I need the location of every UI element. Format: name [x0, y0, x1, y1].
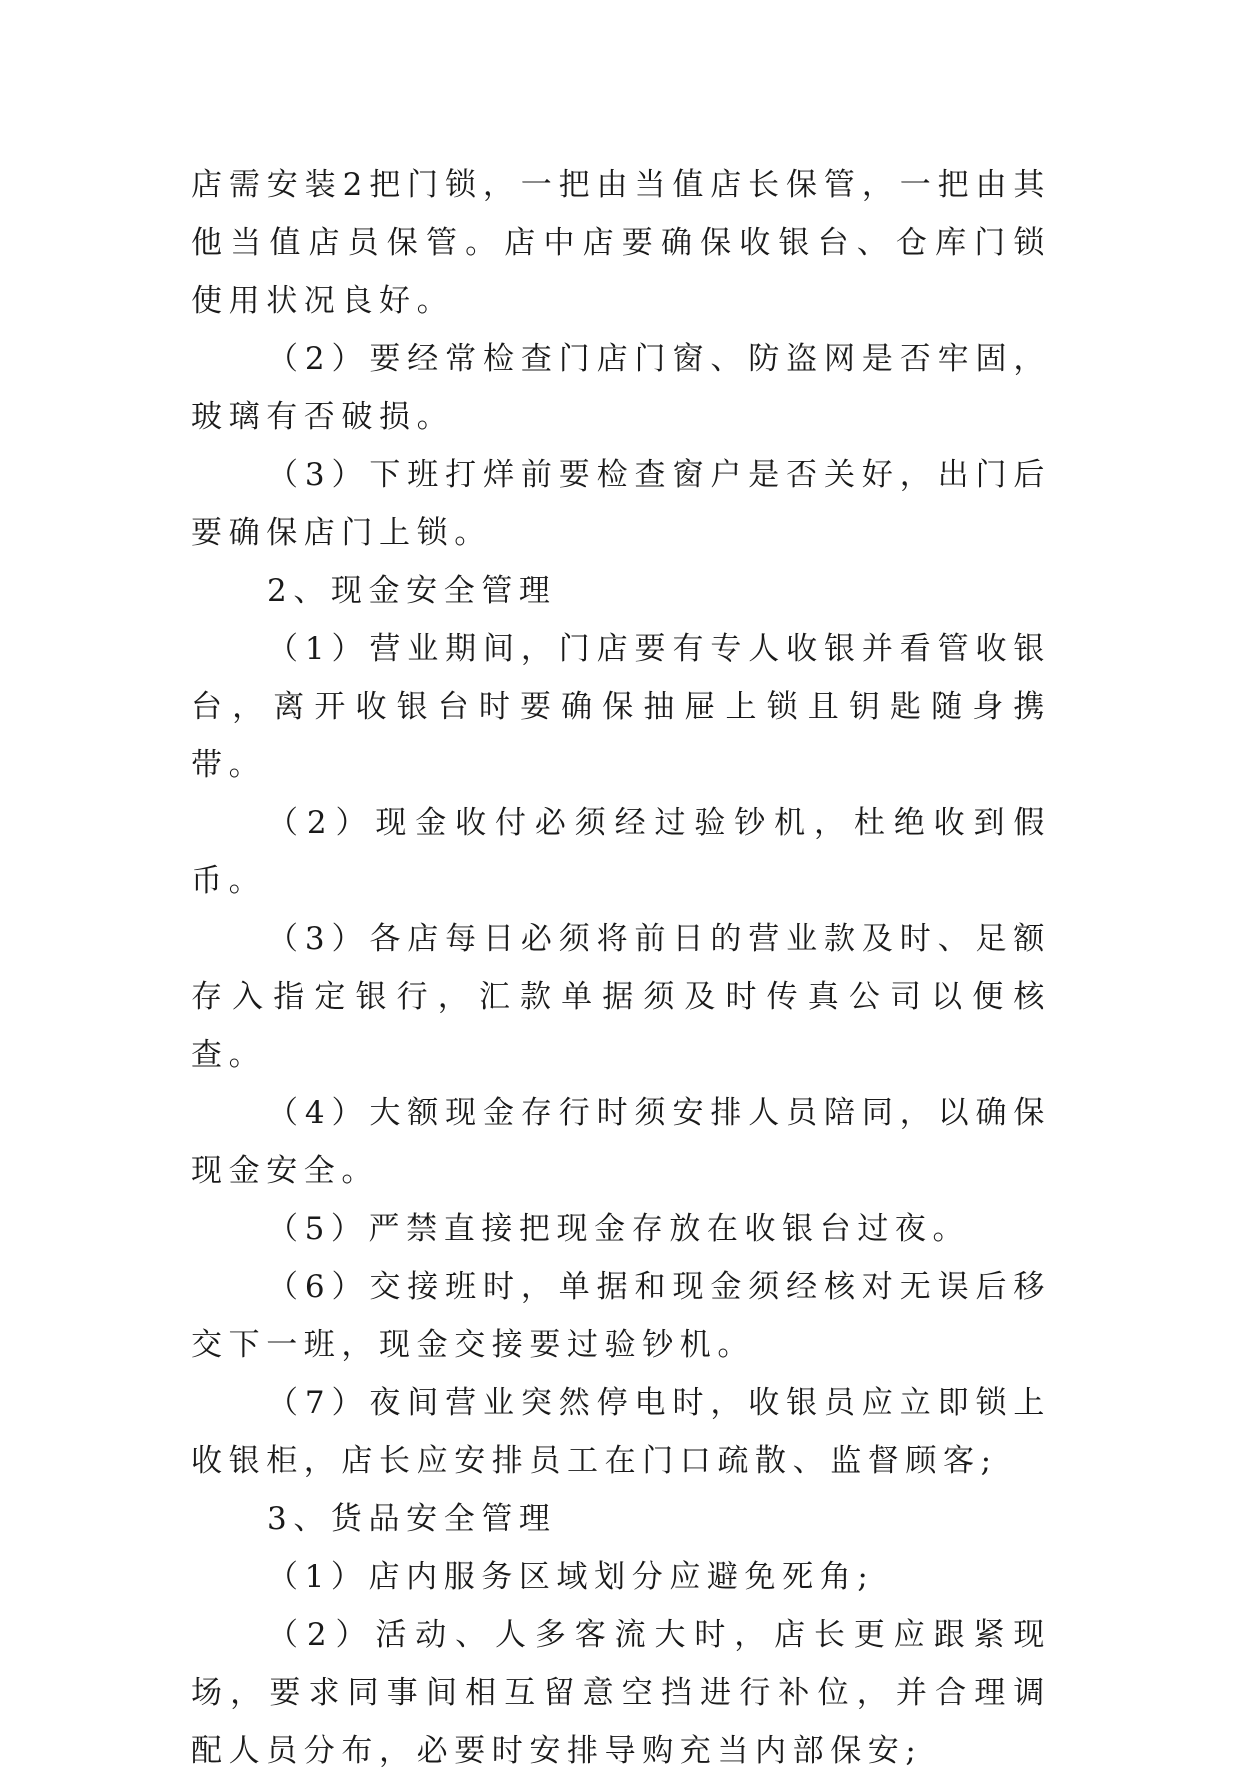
paragraph-cashier-duty: （1）营业期间，门店要有专人收银并看管收银台，离开收银台时要确保抽屉上锁且钥匙随身携带。 — [191, 631, 1051, 783]
paragraph-bank-deposit: （3）各店每日必须将前日的营业款及时、足额存入指定银行，汇款单据须及时传真公司以便核查。 — [191, 921, 1051, 1073]
paragraph-closing-check: （3）下班打烊前要检查窗户是否关好，出门后要确保店门上锁。 — [191, 457, 1051, 551]
section-heading-goods-safety: 3、货品安全管理 — [267, 1501, 557, 1537]
section-heading-cash-safety: 2、现金安全管理 — [267, 573, 557, 609]
paragraph-counterfeit-check: （2）现金收付必须经过验钞机，杜绝收到假币。 — [191, 805, 1051, 899]
paragraph-power-outage: （7）夜间营业突然停电时，收银员应立即锁上收银柜，店长应安排员工在门口疏散、监督顾客; — [191, 1385, 1051, 1479]
paragraph-large-cash-escort: （4）大额现金存行时须安排人员陪同，以确保现金安全。 — [191, 1095, 1051, 1189]
paragraph-service-area: （1）店内服务区域划分应避免死角; — [267, 1559, 875, 1595]
paragraph-check-windows: （2）要经常检查门店门窗、防盗网是否牢固，玻璃有否破损。 — [191, 341, 1051, 435]
paragraph-crowd-management: （2）活动、人多客流大时，店长更应跟紧现场，要求同事间相互留意空挡进行补位，并合理调配人员分布，必要时安排导购充当内部保安; — [191, 1617, 1051, 1769]
document-body — [191, 156, 1051, 1780]
paragraph-shift-handover: （6）交接班时，单据和现金须经核对无误后移交下一班，现金交接要过验钞机。 — [191, 1269, 1051, 1363]
paragraph-continued-locks: 店需安装2把门锁，一把由当值店长保管，一把由其他当值店员保管。店中店要确保收银台、仓库门锁使用状况良好。 — [191, 167, 1051, 319]
paragraph-no-overnight-cash: （5）严禁直接把现金存放在收银台过夜。 — [267, 1211, 971, 1247]
